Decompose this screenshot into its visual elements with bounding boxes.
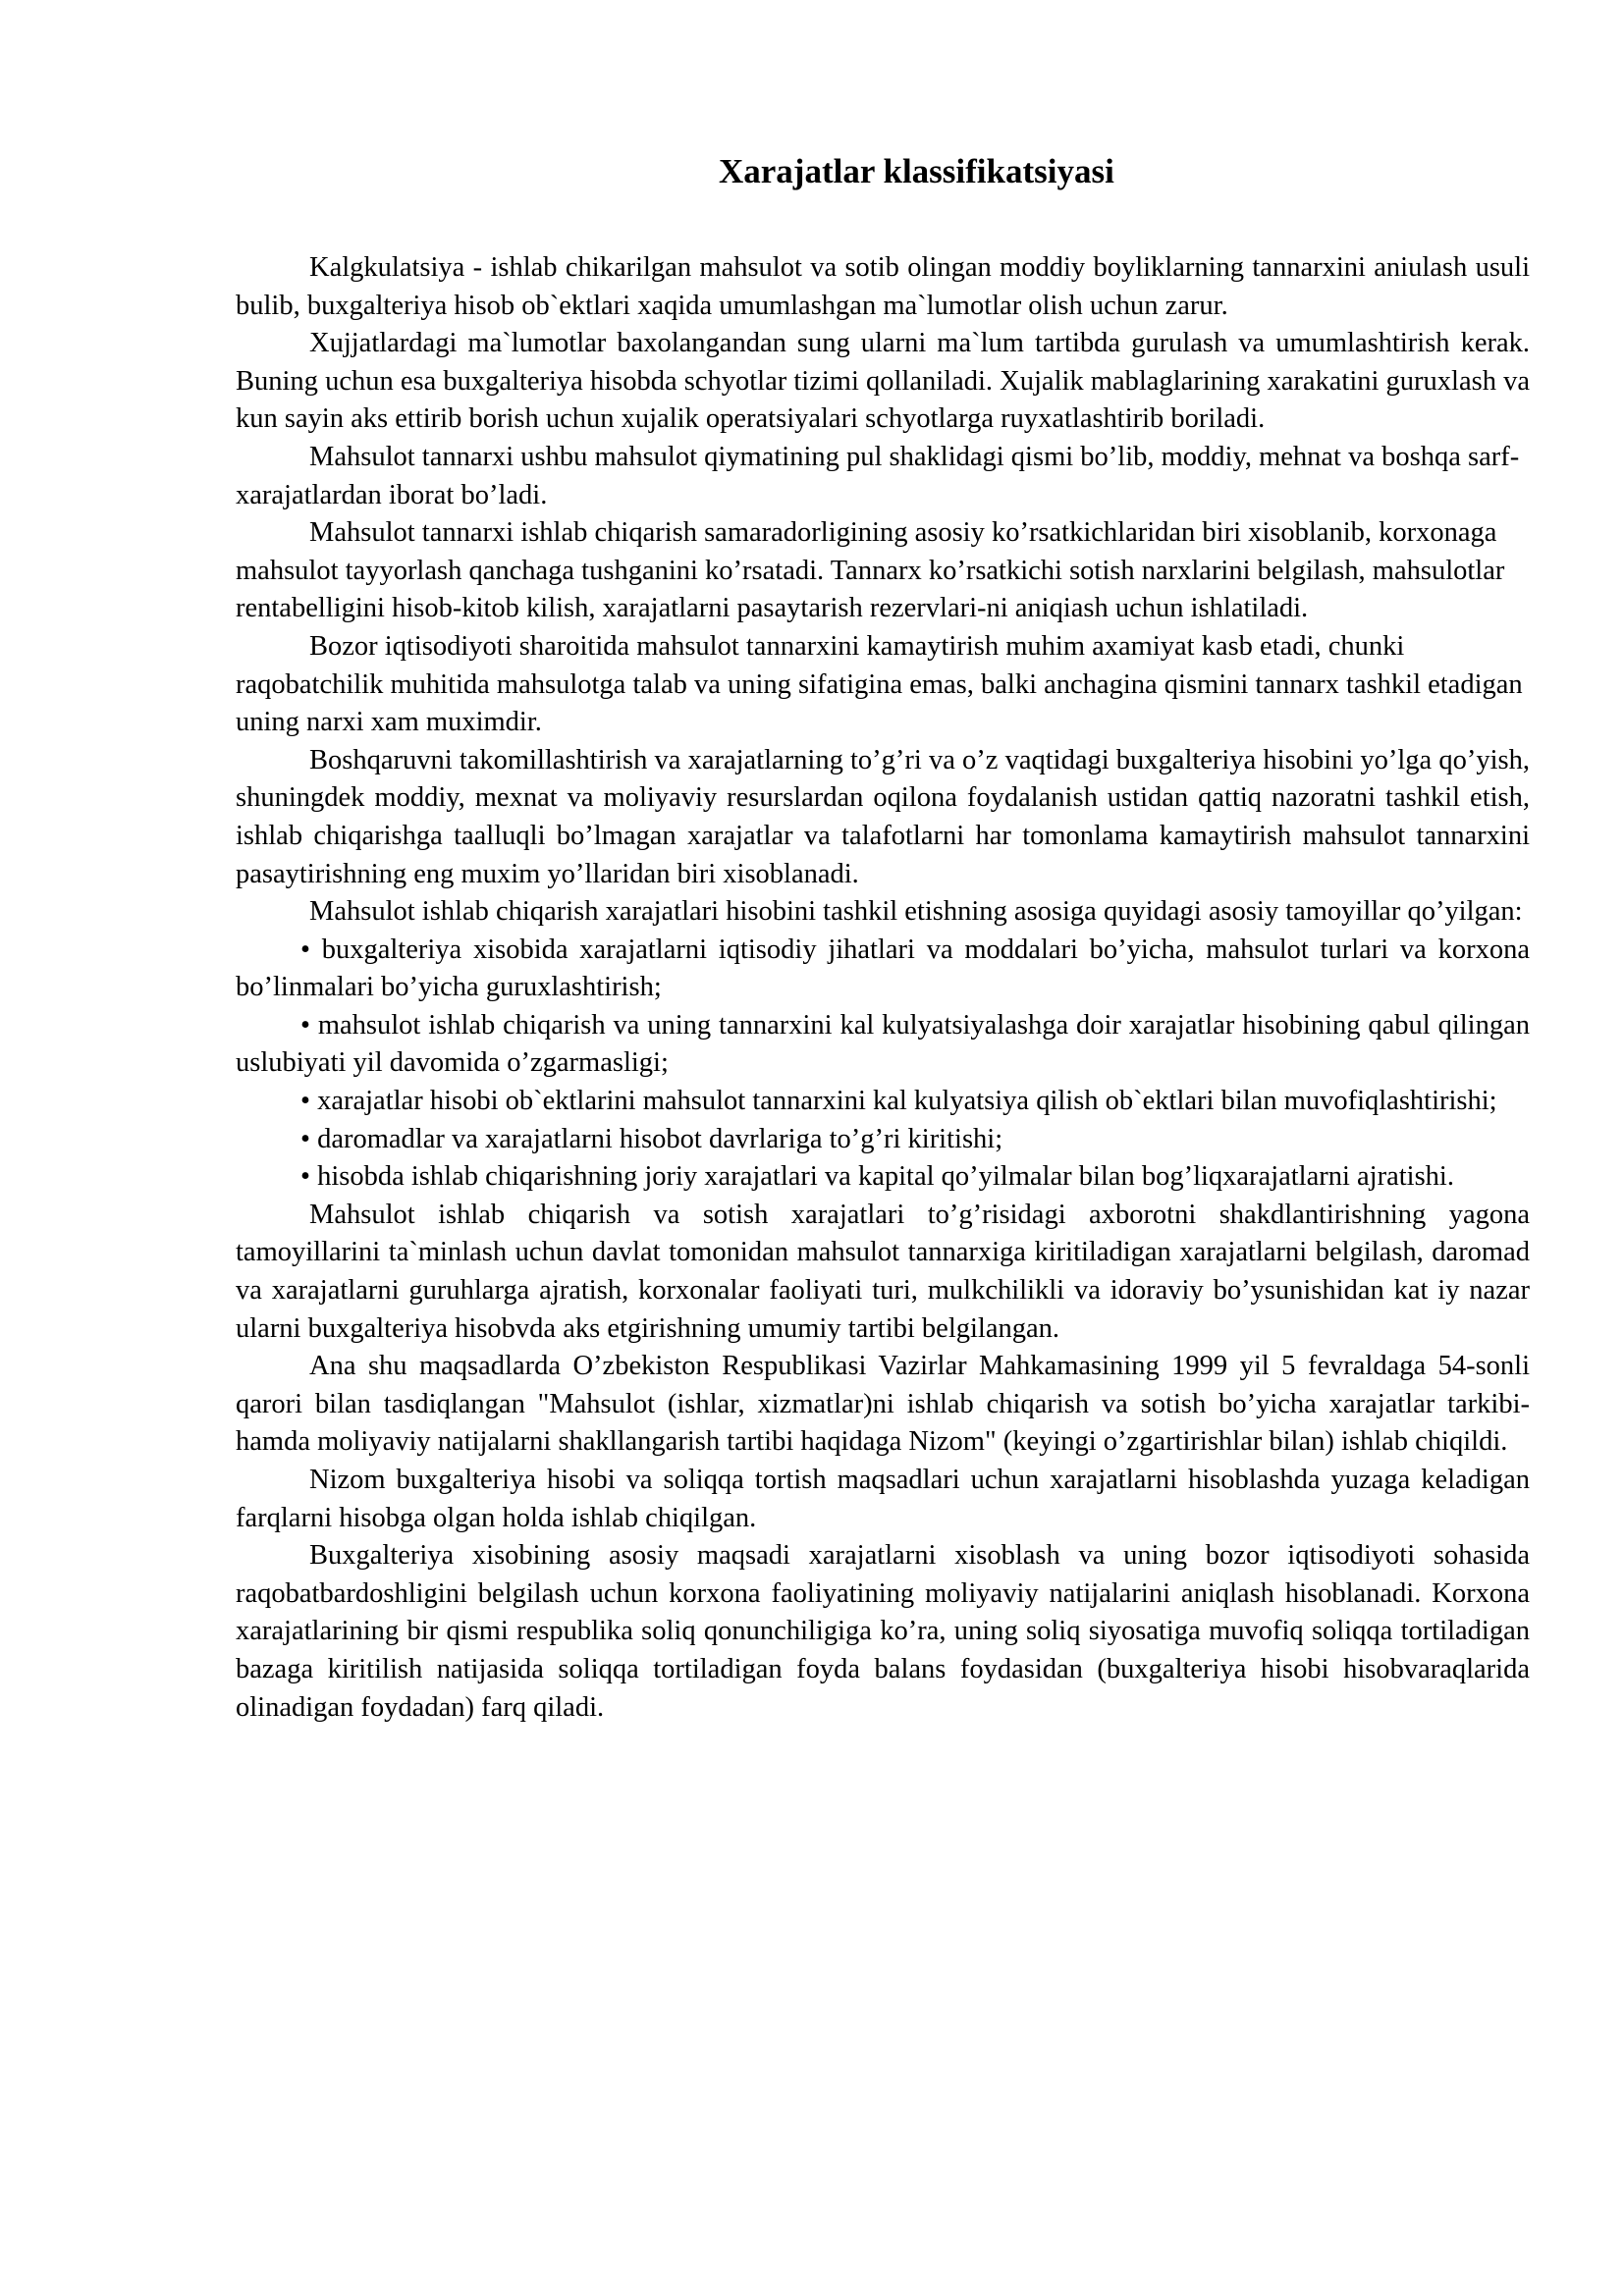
bullet-item-2: • mahsulot ishlab chiqarish va uning tannarxini kal kulyatsiyalashga doir xarajatlar hisobining qabul qilingan uslubiyati yil davomida o’zgarmasligi; — [236, 1009, 1530, 1079]
paragraph-4: Mahsulot tannarxi ishlab chiqarish samaradorligining asosiy ko’rsatkichlaridan biri xisoblanib, korxonaga mahsulot tayyorlash qanchaga tushganini ko’rsatadi. Tannarx ko’rsatkichi sotish narxlarini belgilash, mahsulotlar rentabelligini hisob-kitob kilish, xarajatlarni pasaytarish rezervlari-ni aniqiash uchun ishlatiladi. — [236, 517, 1505, 624]
bullet-item-3: • xarajatlar hisobi ob`ektlarini mahsulot tannarxini kal kulyatsiya qilish ob`ektlari bilan muvofiqlashtirishi; — [300, 1086, 1497, 1117]
bullet-item-5: • hisobda ishlab chiqarishning joriy xarajatlari va kapital qo’yilmalar bilan bog’liqxarajatlarni ajratishi. — [300, 1161, 1454, 1193]
paragraph-7: Mahsulot ishlab chiqarish xarajatlari hisobini tashkil etishning asosiga quyidagi asosiy tamoyillar qo’yilgan: — [309, 896, 1523, 928]
paragraph-10: Nizom buxgalteriya hisobi va soliqqa tortish maqsadlari uchun xarajatlarni hisoblashda yuzaga keladigan farqlarni hisobga olgan holda ishlab chiqilgan. — [236, 1465, 1530, 1533]
paragraph-1: Kalgkulatsiya - ishlab chikarilgan mahsulot va sotib olingan moddiy boyliklarning tannarxini aniulash usuli bulib, buxgalteriya hisob ob`ektlari xaqida umumlashgan ma`lumotlar olish uchun zarur. — [236, 252, 1530, 321]
document-page — [236, 147, 1530, 1727]
paragraph-5: Bozor iqtisodiyoti sharoitida mahsulot tannarxini kamaytirish muhim axamiyat kasb etadi, chunki raqobatchilik muhitida mahsulotga talab va uning sifatigina emas, balki anchagina qismini tannarx tashkil etadigan uning narxi xam muximdir. — [236, 630, 1523, 738]
paragraph-6: Boshqaruvni takomillashtirish va xarajatlarning to’g’ri va o’z vaqtidagi buxgalteriya hisobini yo’lga qo’yish, shuningdek moddiy, mexnat va moliyaviy resurslardan oqilona foydalanish ustidan qattiq nazoratni tashkil etish, ishlab chiqarishga taalluqli bo’lmagan xarajatlar va talafotlarni har tomonlama kamaytirish mahsulot tannarxini pasaytirishning eng muxim yo’llaridan biri xisoblanadi. — [236, 744, 1530, 889]
paragraph-3: Mahsulot tannarxi ushbu mahsulot qiymatining pul shaklidagi qismi bo’lib, moddiy, mehnat va boshqa sarf-xarajatlardan iborat bo’ladi. — [236, 441, 1520, 510]
document-title: Xarajatlar klassifikatsiyasi — [719, 152, 1114, 190]
bullet-item-1: • buxgalteriya xisobida xarajatlarni iqtisodiy jihatlari va moddalari bo’yicha, mahsulot turlari va korxona bo’linmalari bo’yicha guruxlashtirish; — [236, 934, 1530, 1003]
bullet-item-4: • daromadlar va xarajatlarni hisobot davrlariga to’g’ri kiritishi; — [300, 1123, 1003, 1154]
paragraph-9: Ana shu maqsadlarda O’zbekiston Respublikasi Vazirlar Mahkamasining 1999 yil 5 fevraldaga 54-sonli qarori bilan tasdiqlangan "Mahsulot (ishlar, xizmatlar)ni ishlab chiqarish va sotish bo’yicha xarajatlar tarkibi-hamda moliyaviy natijalarni shakllangarish tartibi haqidaga Nizom" (keyingi o’zgartirishlar bilan) ishlab chiqildi. — [236, 1351, 1530, 1458]
paragraph-11: Buxgalteriya xisobining asosiy maqsadi xarajatlarni xisoblash va uning bozor iqtisodiyoti sohasida raqobatbardoshligini belgilash uchun korxona faoliyatining moliyaviy natijalarini aniqlash hisoblanadi. Korxona xarajatlarining bir qismi respublika soliq qonunchiligiga ko’ra, uning soliq siyosatiga muvofiq soliqqa tortiladigan bazaga kiritilish natijasida soliqqa tortiladigan foyda balans foydasidan (buxgalteriya hisobi hisobvaraqlarida olinadigan foydadan) farq qiladi. — [236, 1540, 1530, 1723]
paragraph-2: Xujjatlardagi ma`lumotlar baxolangandan sung ularni ma`lum tartibda gurulash va umumlashtirish kerak. Buning uchun esa buxgalteriya hisobda schyotlar tizimi qollaniladi. Xujalik mablaglarining xarakatini guruxlash va kun sayin aks ettirib borish uchun xujalik operatsiyalari schyotlarga ruyxatlashtirib boriladi. — [236, 328, 1530, 435]
paragraph-8: Mahsulot ishlab chiqarish va sotish xarajatlari to’g’risidagi axborotni shakdlantirishning yagona tamoyillarini ta`minlash uchun davlat tomonidan mahsulot tannarxiga kiritiladigan xarajatlarni belgilash, daromad va xarajatlarni guruhlarga ajratish, korxonalar faoliyati turi, mulkchilikli va idoraviy bo’ysunishidan kat iy nazar ularni buxgalteriya hisobvda aks etgirishning umumiy tartibi belgilangan. — [236, 1199, 1530, 1344]
